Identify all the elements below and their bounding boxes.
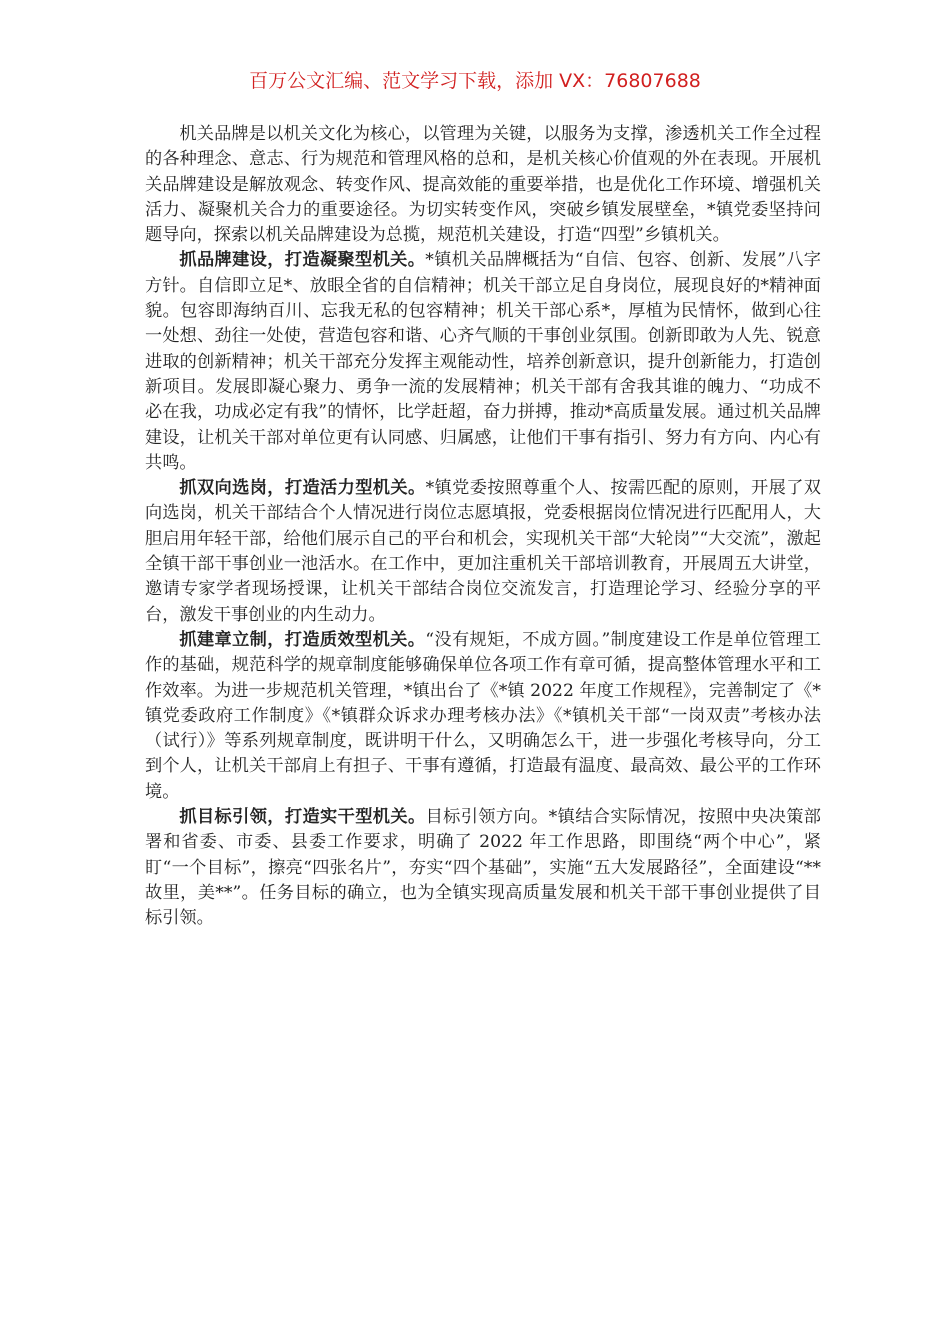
paragraph-brand-building <box>145 248 821 476</box>
paragraph-text: 目标引领方向。*镇结合实际情况，按照中央决策部署和省委、市委、县委工作要求，明确了 2022 年工作思路，即围绕“两个中心”，紧盯“一个目标”，擦亮“四张名片”，夯实“四个基础”，实施“五大发展路径”，全面建设“**故里，美**”。任务目标的确立，也为全镇实现高质量发展和机关干部干事创业提供了目标引领。 <box>145 807 821 929</box>
paragraph-lead: 抓建章立制，打造质效型机关。 <box>179 629 426 650</box>
paragraph-lead: 抓双向选岗，打造活力型机关。 <box>179 478 426 499</box>
paragraph-lead: 抓品牌建设，打造凝聚型机关。 <box>179 250 426 271</box>
article-body <box>145 122 821 932</box>
paragraph-text: “没有规矩，不成方圆。”制度建设工作是单位管理工作的基础，规范科学的规章制度能够确保单位各项工作有章可循，提高整体管理水平和工作效率。为进一步规范机关管理，*镇出台了《*镇 2022 年度工作规程》，完善制定了《*镇党委政府工作制度》《*镇群众诉求办理考核办法》《*镇机关干部“一岗双责”考核办法（试行）》等系列规章制度，既讲明干什么，又明确怎么干，进一步强化考核导向，分工到个人，让机关干部肩上有担子、干事有遵循，打造最有温度、最高效、最公平的工作环境。 <box>145 629 821 802</box>
paragraph-intro <box>145 122 821 248</box>
watermark-header: 百万公文汇编、范文学习下载，添加 VX：76807688 <box>249 70 701 92</box>
paragraph-text: 机关品牌是以机关文化为核心，以管理为关键，以服务为支撑，渗透机关工作全过程的各种理念、意志、行为规范和管理风格的总和，是机关核心价值观的外在表现。开展机关品牌建设是解放观念、转变作风、提高效能的重要举措，也是优化工作环境、增强机关活力、凝聚机关合力的重要途径。为切实转变作风，突破乡镇发展壁垒，*镇党委坚持问题导向，探索以机关品牌建设为总揽，规范机关建设，打造“四型”乡镇机关。 <box>145 124 821 246</box>
paragraph-lead: 抓目标引领，打造实干型机关。 <box>179 807 426 828</box>
paragraph-text: *镇党委按照尊重个人、按需匹配的原则，开展了双向选岗，机关干部结合个人情况进行岗位志愿填报，党委根据岗位情况进行匹配用人，大胆启用年轻干部，给他们展示自己的平台和机会，实现机关干部“大轮岗”“大交流”，激起全镇干部干事创业一池活水。在工作中，更加注重机关干部培训教育，开展周五大讲堂，邀请专家学者现场授课，让机关干部结合岗位交流发言，打造理论学习、经验分享的平台，激发干事创业的内生动力。 <box>145 478 821 625</box>
paragraph-job-selection <box>145 476 821 628</box>
paragraph-goals <box>145 805 821 931</box>
paragraph-rules <box>145 628 821 805</box>
paragraph-text: *镇机关品牌概括为“自信、包容、创新、发展”八字方针。自信即立足*、放眼全省的自信精神；机关干部立足自身岗位，展现良好的*精神面貌。包容即海纳百川、忘我无私的包容精神；机关干部心系*，厚植为民情怀，做到心往一处想、劲往一处使，营造包容和谐、心齐气顺的干事创业氛围。创新即敢为人先、锐意进取的创新精神；机关干部充分发挥主观能动性，培养创新意识，提升创新能力，打造创新项目。发展即凝心聚力、勇争一流的发展精神；机关干部有舍我其谁的魄力、“功成不必在我，功成必定有我”的情怀，比学赶超，奋力拼搏，推动*高质量发展。通过机关品牌建设，让机关干部对单位更有认同感、归属感，让他们干事有指引、努力有方向、内心有共鸣。 <box>145 250 821 473</box>
